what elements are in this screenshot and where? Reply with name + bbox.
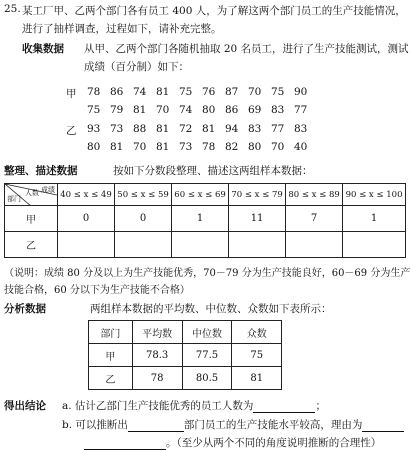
note-line2: 技能合格，60 分以下为生产技能不合格）	[4, 285, 190, 296]
stats-table	[88, 320, 282, 390]
answer-blank-b-reason2[interactable]	[84, 438, 166, 450]
score-cell: 75	[87, 104, 101, 116]
score-cell: 73	[179, 141, 193, 153]
conclusion-a	[62, 398, 326, 413]
stats-header: 中位数	[182, 321, 232, 344]
score-cell: 80	[248, 141, 262, 153]
jia-scores-row1	[87, 86, 317, 98]
score-cell: 81	[202, 123, 216, 135]
conclusion-heading: 得出结论	[4, 400, 46, 412]
score-cell: 77	[271, 123, 285, 135]
count-cell: 1	[172, 206, 229, 232]
count-cell: 1	[343, 206, 406, 232]
conclusion-b-line2	[84, 435, 381, 450]
stats-cell: 78	[132, 367, 182, 390]
yi-scores-row2	[87, 141, 317, 153]
score-cell: 70	[133, 141, 147, 153]
question-intro-line2: 进行了抽样调查，过程如下，请补充完整。	[22, 23, 222, 35]
score-cell: 87	[225, 86, 239, 98]
question-number: 25.	[4, 3, 21, 15]
yi-scores-row1	[87, 123, 317, 135]
score-cell: 83	[294, 123, 308, 135]
table-row	[5, 206, 406, 232]
stats-cell: 81	[232, 367, 282, 390]
score-cell: 76	[202, 86, 216, 98]
score-cell: 86	[110, 86, 124, 98]
score-cell: 74	[179, 104, 193, 116]
col-header: 90 ≤ x ≤ 100	[343, 184, 406, 206]
conclusion-b-text: b. 可以推断出	[62, 419, 128, 431]
yi-label: 乙	[66, 125, 77, 137]
score-cell: 74	[133, 86, 147, 98]
count-cell: 7	[286, 206, 343, 232]
note-line1: （说明：成绩 80 分及以上为生产技能优秀，70－79 分为生产技能良好，60－69 分为生产	[4, 268, 411, 279]
collect-text-line1: 从甲、乙两个部门各随机抽取 20 名员工，进行了生产技能测试，测试	[84, 43, 409, 55]
diagonal-header-cell	[5, 184, 58, 206]
conclusion-b-mid: 部门员工的生产技能水平较高，理由为	[183, 419, 363, 431]
count-cell-blank[interactable]	[286, 232, 343, 258]
score-cell: 69	[248, 104, 262, 116]
count-cell-blank[interactable]	[58, 232, 115, 258]
conclusion-b	[62, 417, 404, 432]
score-cell: 86	[225, 104, 239, 116]
score-cell: 78	[87, 86, 101, 98]
count-cell: 0	[58, 206, 115, 232]
jia-label: 甲	[66, 88, 77, 100]
score-cell: 78	[202, 141, 216, 153]
question-intro-line1: 某工厂甲、乙两个部门各有员工 400 人，为了解这两个部门员工的生产技能情况，	[22, 5, 406, 17]
score-cell: 80	[202, 104, 216, 116]
analyze-text: 两组样本数据的平均数、中位数、众数如下表所示：	[90, 303, 332, 315]
stats-cell: 80.5	[182, 367, 232, 390]
score-cell: 75	[271, 86, 285, 98]
col-header: 80 ≤ x ≤ 89	[286, 184, 343, 206]
jia-scores-row2	[87, 104, 317, 116]
table-row	[89, 367, 282, 390]
score-cell: 70	[156, 104, 170, 116]
col-header: 70 ≤ x ≤ 79	[229, 184, 286, 206]
dept-cell: 甲	[5, 206, 58, 232]
score-cell: 70	[248, 86, 262, 98]
score-cell: 73	[110, 123, 124, 135]
conclusion-a-text: a. 估计乙部门生产技能优秀的员工人数为	[62, 400, 254, 412]
answer-blank-b-dept[interactable]	[128, 420, 184, 432]
count-cell-blank[interactable]	[343, 232, 406, 258]
score-cell: 82	[225, 141, 239, 153]
score-cell: 80	[87, 141, 101, 153]
answer-blank-a[interactable]	[253, 401, 315, 413]
count-cell-blank[interactable]	[115, 232, 172, 258]
score-cell: 79	[110, 104, 124, 116]
corner-label-count: 人数	[25, 189, 39, 197]
col-header: 60 ≤ x ≤ 69	[172, 184, 229, 206]
organize-heading: 整理、描述数据	[4, 165, 78, 177]
score-cell: 83	[271, 104, 285, 116]
organize-text: 按如下分数段整理、描述这两组样本数据：	[113, 165, 313, 177]
score-cell: 81	[110, 141, 124, 153]
collect-text-line2: 成绩（百分制）如下：	[84, 61, 189, 73]
stats-cell: 乙	[89, 367, 133, 390]
score-cell: 77	[294, 104, 308, 116]
table-header-row	[89, 321, 282, 344]
score-cell: 81	[133, 104, 147, 116]
stats-header: 平均数	[132, 321, 182, 344]
count-cell: 11	[229, 206, 286, 232]
score-cell: 81	[156, 123, 170, 135]
score-cell: 81	[156, 141, 170, 153]
score-cell: 40	[294, 141, 308, 153]
stats-header: 众数	[232, 321, 282, 344]
score-cell: 70	[271, 141, 285, 153]
stats-cell: 75	[232, 344, 282, 367]
col-header: 50 ≤ x ≤ 59	[115, 184, 172, 206]
stats-header: 部门	[89, 321, 133, 344]
stats-cell: 78.3	[132, 344, 182, 367]
score-cell: 75	[179, 86, 193, 98]
dept-cell: 乙	[5, 232, 58, 258]
score-cell: 94	[225, 123, 239, 135]
score-cell: 72	[179, 123, 193, 135]
corner-label-score: 成绩	[41, 186, 55, 194]
conclusion-a-end: ；	[315, 400, 326, 412]
table-row	[5, 232, 406, 258]
answer-blank-b-reason1[interactable]	[362, 420, 404, 432]
score-cell: 88	[133, 123, 147, 135]
stats-cell: 甲	[89, 344, 133, 367]
analyze-heading: 分析数据	[4, 303, 46, 315]
score-cell: 83	[248, 123, 262, 135]
table-row	[89, 344, 282, 367]
count-cell: 0	[115, 206, 172, 232]
col-header: 40 ≤ x ≤ 49	[58, 184, 115, 206]
count-cell-blank[interactable]	[229, 232, 286, 258]
corner-label-dept: 部门	[7, 195, 21, 203]
stats-cell: 77.5	[182, 344, 232, 367]
score-cell: 93	[87, 123, 101, 135]
score-cell: 81	[156, 86, 170, 98]
collect-heading: 收集数据	[22, 43, 64, 55]
score-cell: 90	[294, 86, 308, 98]
conclusion-b-end: 。（至少从两个不同的角度说明推断的合理性）	[166, 437, 382, 449]
distribution-table	[4, 183, 406, 258]
count-cell-blank[interactable]	[172, 232, 229, 258]
